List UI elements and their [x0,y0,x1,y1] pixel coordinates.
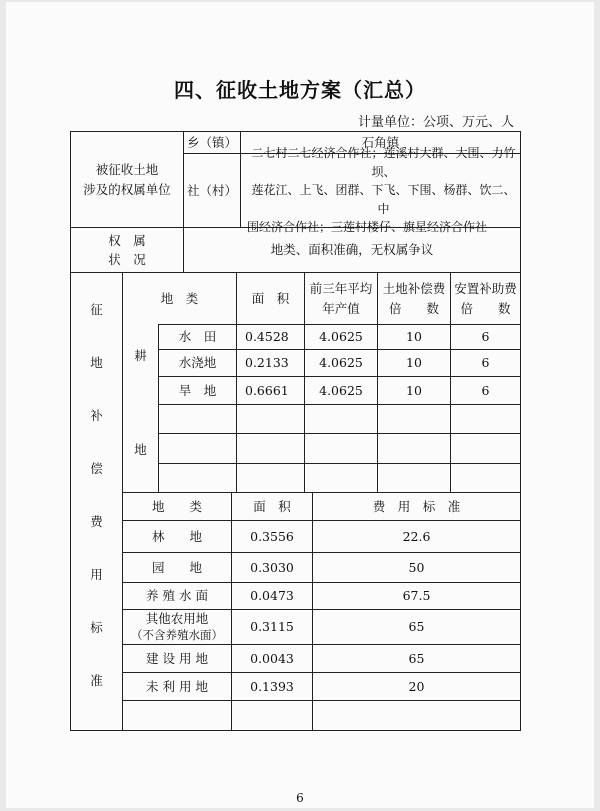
side-char: 偿 [90,460,103,476]
owner-label [71,132,183,227]
rule [520,131,521,731]
other-area: 0.3115 [250,619,294,635]
page-title: 四、征收土地方案（汇总） [174,78,426,102]
other-type: 园 地 [151,559,202,575]
arable-area: 0.4528 [245,329,289,345]
owner-label-line: 涉及的权属单位 [83,181,171,197]
compensation-standard-label [71,300,122,690]
arable-type: 水 田 [178,329,217,345]
arable-avg: 4.0625 [319,382,363,398]
side-char: 用 [90,566,103,582]
header-line: 土地补偿费 [382,281,446,297]
arable-type: 水浇地 [178,355,217,371]
rule [158,433,521,434]
other-standard: 65 [408,650,425,666]
other-standard: 65 [408,619,425,635]
arable-land-multiple: 10 [406,382,422,398]
header-avg-output [305,273,377,324]
other-type [123,610,231,644]
other-area: 0.0473 [250,588,294,604]
village-value [241,146,520,235]
owner-label-line: 被征收土地 [95,162,159,178]
other-area: 0.3556 [250,528,294,544]
side-char: 征 [90,302,103,317]
other-area: 0.3030 [250,559,294,575]
other-type-note: （不含养殖水面） [131,627,223,642]
other-area: 0.1393 [250,678,294,694]
other-type: 未 利 用 地 [146,678,208,694]
other-type: 林 地 [151,528,202,544]
arable-resettle-multiple: 6 [481,355,490,371]
arable-group-label: 地 [134,442,147,458]
other-standard: 20 [408,678,425,694]
town-value: 石角镇 [361,134,400,150]
arable-resettle-multiple: 6 [481,329,490,345]
other-type: 养 殖 水 面 [146,588,208,604]
other-header-standard: 费 用 标 准 [372,498,461,514]
side-char: 补 [90,407,103,423]
arable-land-multiple: 10 [406,329,422,345]
rights-label-line: 状 况 [108,252,146,267]
header-line: 前三年平均 [309,281,373,297]
town-label: 乡（镇） [186,134,237,150]
other-type-name: 其他农用地 [145,611,209,627]
header-land-comp [378,273,450,324]
village-line: 二七村二七经济合作社；莲溪村大群、大围、力竹坝、 [251,146,516,179]
rights-label-line: 权 属 [108,232,146,248]
side-char: 费 [90,513,103,529]
other-standard: 67.5 [402,588,431,604]
other-standard: 50 [408,559,425,575]
rule [158,404,521,405]
header-line: 倍 数 [388,300,439,316]
header-land-type: 地 类 [160,290,199,306]
other-header-area: 面 积 [253,498,291,514]
header-line: 倍 数 [460,300,511,316]
village-line: 围经济合作社；三莲村楼仔、旗星经济合作社 [247,220,488,235]
arable-area: 0.2133 [245,355,289,371]
rule [122,700,521,701]
header-line: 安置补助费 [454,281,517,297]
arable-avg: 4.0625 [319,355,363,371]
other-standard: 22.6 [402,528,431,544]
header-resettle [451,273,520,324]
arable-land-multiple: 10 [406,355,422,371]
other-area: 0.0043 [250,650,294,666]
side-char: 准 [90,672,103,688]
arable-avg: 4.0625 [319,329,363,345]
rule [158,463,521,464]
rights-value: 地类、面积准确，无权属争议 [270,242,434,258]
rights-label [71,228,183,272]
arable-group-label: 耕 [134,348,147,364]
page-number: 6 [296,791,304,805]
village-line: 莲花江、上飞、团群、下飞、下围、杨群、饮二、中 [251,183,516,216]
side-char: 地 [90,354,103,370]
rule [70,730,521,731]
header-area: 面 积 [251,290,290,306]
side-char: 标 [90,619,103,635]
other-type: 建 设 用 地 [146,650,208,666]
arable-area: 0.6661 [245,382,289,398]
arable-resettle-multiple: 6 [481,382,490,398]
header-line: 年产值 [322,300,360,316]
other-header-land-type: 地 类 [151,498,202,514]
village-label: 社（村） [186,182,237,198]
arable-type: 旱 地 [178,382,217,398]
units-note: 计量单位：公项、万元、人 [357,115,514,130]
